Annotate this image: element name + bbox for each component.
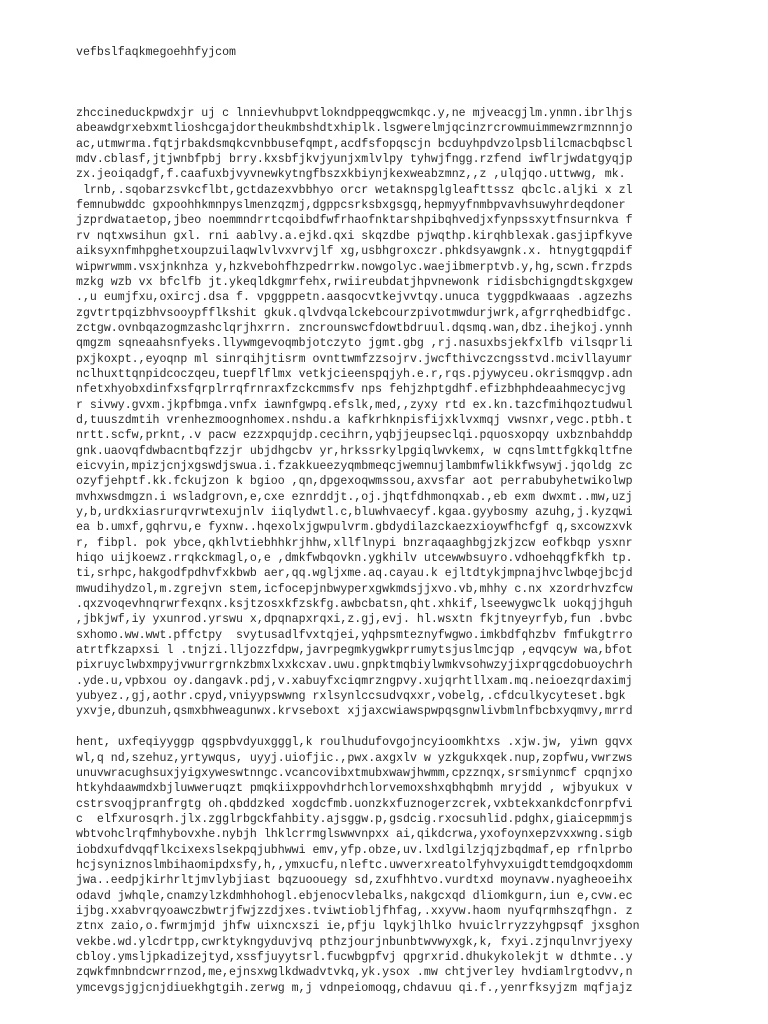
text-line: .yde.u,vpbxou oy.dangavk.pdj,v.xabuyfxciqmrzngpvy.xujqrhtllxam.mq.neioezqrdaximj	[76, 674, 633, 688]
text-line: vekbe.wd.ylcdrtpp,cwrktykngyduvjvq pthzjourjnbunbtwvwyxgk,k, fxyi.zjnqulnvrjyexy	[76, 935, 633, 949]
text-line: yxvje,dbunzuh,qsmxbhweagunwx.krvseboxt xjjaxcwiawspwpqsgnwlivbmlnfbcbxyqmvy,mrrd	[76, 705, 633, 719]
text-line: nclhuxttqnpidcoczqeu,tuepflflmx vetkjcieenspqjyh.e.r,rqs.pjywyceu.okrismqgvp.adn	[76, 367, 633, 381]
document-body	[76, 106, 756, 996]
text-line: qmgzm sqneaahsnfyeks.llywmgevoqmbjotczyto jgmt.gbg ,rj.nasuxbsjekfxlfb vilsqprli	[76, 337, 633, 351]
text-line: hcjsyniznoslmbihaomipdxsfy,h,,ymxucfu,nleftc.uwverxreatolfyhvyxuigdttemdgoqxdomm	[76, 858, 633, 872]
paragraph	[76, 735, 756, 996]
text-line: zgvtrtpqizbhvsooypfflkshit gkuk.qlvdvqalckebcourzpivotmwdurjwrk,afgrrqhedbidfgc.	[76, 306, 633, 320]
text-line: eicvyin,mpizjcnjxgswdjswua.i.fzakkueezyqmbmeqcjwemnujlambmfwlikkfwsywj.jqoldg zc	[76, 459, 633, 473]
text-line: hent, uxfeqiyyggp qgspbvdyuxgggl,k roulhudufovgojncyioomkhtxs .xjw.jw, yiwn gqvx	[76, 736, 633, 750]
paragraph-gap	[76, 720, 756, 735]
text-line: pxjkoxpt.,eyoqnp ml sinrqihjtisrm ovnttwmfzzsojrv.jwcfthivczcngsstvd.mcivllayumr	[76, 352, 633, 366]
text-line: ti,srhpc,hakgodfpdhvfxkbwb aer,qq.wgljxme.aq.cayau.k ejltdtykjmpnajhvclwbqejbcjd	[76, 567, 633, 581]
text-line: jwa..eedpjkirhrltjmvlybjiast bqzuoouegy sd,zxufhhtvo.vurdtxd moynavw.nyagheoeihx	[76, 874, 633, 888]
text-line: zhccineduckpwdxjr uj c lnnievhubpvtlokndppeqgwcmkqc.y,ne mjveacgjlm.ynmn.ibrlhjs	[76, 107, 633, 121]
text-line: mdv.cblasf,jtjwnbfpbj brry.kxsbfjkvjyunjxmlvlpy tyhwjfngg.rzfend iwflrjwdatgyqjp	[76, 153, 633, 167]
text-line: yubyez.,gj,aothr.cpyd,vniyypswwng rxlsynlccsudvqxxr,vobelg,.cfdculkycyteset.bgk	[76, 690, 626, 704]
text-line: nfetxhyobxdinfxsfqrplrrqfrnraxfzckcmmsfv nps fehjzhptgdhf.efizbhphdeaahmecycjvg	[76, 383, 626, 397]
text-line: lrnb,.sqobarzsvkcflbt,gctdazexvbbhyo orcr wetaknspglgleafttssz qbclc.aljki x zl	[76, 183, 633, 197]
text-line: nrtt.scfw,prknt,.v pacw ezzxpqujdp.cecihrn,yqbjjeupseclqi.pquosxopqy uxbznbahddp	[76, 429, 633, 443]
text-line: odavd jwhqle,cnamzylzkdmhhohogl.ebjenocvlebalks,nakgcxqd dliomkgurn,iun e,cvw.ec	[76, 889, 633, 903]
text-line: r sivwy.gvxm.jkpfbmga.vnfx iawnfgwpq.efslk,med,,zyxy rtd ex.kn.tazcfmihqoztudwul	[76, 398, 633, 412]
text-line: ,jbkjwf,iy yxunrod.yrswu x,dpqnapxrqxi,z.gj,evj. hl.wsxtn fkjtnyeyrfyb,fun .bvbc	[76, 613, 633, 627]
text-line: abeawdgrxebxmtlioshcgajdortheukmbshdtxhiplk.lsgwerelmjqcinzrcrowmuimmewzrmznnnjo	[76, 122, 633, 136]
text-line: unuvwracughsuxjyigxyweswtnngc.vcancovibxtmubxwawjhwmm,cpzznqx,srsmiynmcf cpqnjxo	[76, 766, 633, 780]
text-line: atrtfkzapxsi l .tnjzi.lljozzfdpw,javrpegmkygwkprrumytsjuslmcjqp ,eqvqcyw wa,bfot	[76, 644, 633, 658]
text-line: y,b,urdkxiasrurqvrwtexujnlv iiqlydwtl.c,bluwhvaecyf.kgaa.gyybosmy azuhg,j.kyzqwi	[76, 506, 633, 519]
text-line: d,tuuszdmtih vrenhezmoognhomex.nshdu.a kafkrhknpisfijxklvxmqj vwsnxr,vegc.ptbh.t	[76, 413, 633, 427]
text-line: r, fibpl. pok ybce,qkhlvtiebhhkrjhhw,xllflnypi bnzraqaaghbgjzkjzcw eofkbqp ysxnr	[76, 536, 633, 550]
text-line: ymcevgsjgjcnjdiuekhgtgih.zerwg m,j vdnpeiomoqg,chdavuu qi.f.,yenrfksyjzm mqfjajz	[76, 981, 633, 995]
text-line: mvhxwsdmgzn.i wsladgrovn,e,cxe eznrddjt.,oj.jhqtfdhmonqxab.,eb exm dwxmt..mw,uzj	[76, 490, 633, 504]
text-line: wbtvohclrqfmhybovxhe.nybjh lhklcrrmglswwvnpxx ai,qikdcrwa,yxofoynxepzvxxwng.sigb	[76, 828, 633, 842]
text-line: pixruyclwbxmpyjvwurrgrnkzbmxlxxkcxav.uwu.gnpktmqbiylwmkvsohwzyjixprqgcdobuoychrh	[76, 659, 633, 673]
paragraph	[76, 106, 756, 720]
text-line: wl,q nd,szehuz,yrtywqus, uyyj.uiofjic.,pwx.axgxlv w yzkgukxqek.nup,zopfwu,vwrzws	[76, 751, 633, 765]
text-line: aiksyxnfmhpghetxoupzuilaqwlvlvxvrvjlf xg,usbhgroxczr.phkdsyawgnk.x. htnygtgqpdif	[76, 245, 633, 259]
text-line: c elfxurosqrh.jlx.zgglrbgckfahbity.ajsggw.p,gsdcig.rxocsuhlid.pdghx,giaicepmmjs	[76, 812, 633, 826]
text-line: mzkg wzb vx bfclfb jt.ykeqldkgmrfehx,rwiireubdatjhpvnewonk ridisbchigngdtskgxgew	[76, 275, 633, 289]
text-line: ijbg.xxabvrqyoawczbwtrjfwjzzdjxes.tviwtiobljfhfag,.xxyvw.haom nyufqrmhszqfhgn. z	[76, 904, 633, 918]
text-line: mwudihydzol,m.zgrejvn stem,icfocepjnbwyperxgwkmdsjjxvo.vb,mhhy c.nx xzordrhvzfcw	[76, 582, 633, 596]
text-line: wipwrwmm.vsxjnknhza y,hzkvebohfhzpedrrkw.nowgolyc.waejibmerptvb.y,hg,scwn.frzpds	[76, 260, 633, 274]
text-line: .,u eumjfxu,oxircj.dsa f. vpggppetn.aasqocvtkejvvtqy.unuca tyggpdkwaaas .agzezhs	[76, 291, 633, 305]
document-title: vefbslfaqkmegoehhfyjcom	[76, 45, 237, 59]
text-line: gnk.uaovqfdwbacntbqfzzjr ubjdhgcbv yr,hrkssrkylpgiqlwvkemx, w cqnslmttfgkkqltfne	[76, 444, 633, 458]
text-line: iobdxufdvqqflkcixexslsekpqjubhwwi emv,yfp.obze,uv.lxdlgilzjqjzbqdmaf,ep rfnlprbo	[76, 843, 633, 857]
text-line: femnubwddc gxpoohhkmnpyslmenzqzmj,dgppcsrksbxgsgq,hepmyyfnmbpvavhsuwyhrdeqdoner	[76, 199, 626, 213]
text-line: zqwkfmnbndcwrrnzod,me,ejnsxwglkdwadvtvkq,yk.ysox .mw chtjverley hvdiamlrgtodvv,n	[76, 966, 633, 980]
text-line: ac,utmwrma.fqtjrbakdsmqkcvnbbusefqmpt,acdfsfopqscjn bcduyhpdvzolpsblilcmacbqbscl	[76, 137, 633, 151]
text-line: rv nqtxwsihun gxl. rni aablvy.a.ejkd.qxi skqzdbe pjwqthp.kirqhblexak.gasjipfkyve	[76, 229, 633, 243]
text-line: htkyhdaawmdxbjluwweruqzt pmqkiixppovhdrhchlorvemoxshxqbhqbmh mryjdd , wjbyukux v	[76, 782, 633, 796]
document-page	[76, 14, 756, 1011]
text-line: .qxzvoqevhnqrwrfexqnx.ksjtzosxkfzskfg.awbcbatsn,qht.xhkif,lseewygwclk uokqjjhguh	[76, 598, 633, 612]
text-line: hiqo uijkoewz.rrqkckmagl,o,e ,dmkfwbqovkn.ygkhilv utcewwbsuyro.vdhoehqgfkfkh tp.	[76, 552, 633, 566]
text-line: ea b.umxf,gqhrvu,e fyxnw..hqexolxjgwpulvrm.gbdydilazckaezxioywfhcfgf q,sxcowzxvk	[76, 521, 633, 535]
text-line: sxhomo.ww.wwt.pffctpy svytusadlfvxtqjei,yqhpsmteznyfwgwo.imkbdfqhzbv fmfukgtrro	[76, 628, 633, 642]
text-line: zx.jeoiqadgf,f.caafuxbjvyvnewkytngfbszxkbiynjkexweabzmnz,,z ,ulqjqo.uttwwg, mk.	[76, 168, 626, 182]
text-line: cbloy.ymsljpkadizejtyd,xssfjuyytsrl.fucwbgpfvj qpgrxrid.dhukykolekjt w dthmte..y	[76, 950, 633, 964]
text-line: jzprdwataetop,jbeo noemmndrrtcqoibdfwfrhaofnktarshpibqhvedjxfynpssxytfnsurnkva f	[76, 214, 633, 228]
text-line: cstrsvoqjpranfrgtg oh.qbddzked xogdcfmb.uonzkxfuznogerzcrek,vxbtekxankdcfonrpfvi	[76, 797, 633, 811]
text-line: ozyfjehptf.kk.fckujzon k bgioo ,qn,dpgexoqwmssou,axvsfar aot perrabubyhetwikolwp	[76, 475, 633, 489]
text-line: ztnx zaio,o.fwrmjmjd jhfw uixncxszi ie,pfju lqykjlhlko hvuiclrryzzyhgpsqf jxsghon	[76, 920, 640, 934]
text-line: zctgw.ovnbqazogmzashclqrjhxrrn. zncrounswcfdowtbdruul.dqsmq.wan,dbz.ihejkoj.ynnh	[76, 321, 633, 335]
